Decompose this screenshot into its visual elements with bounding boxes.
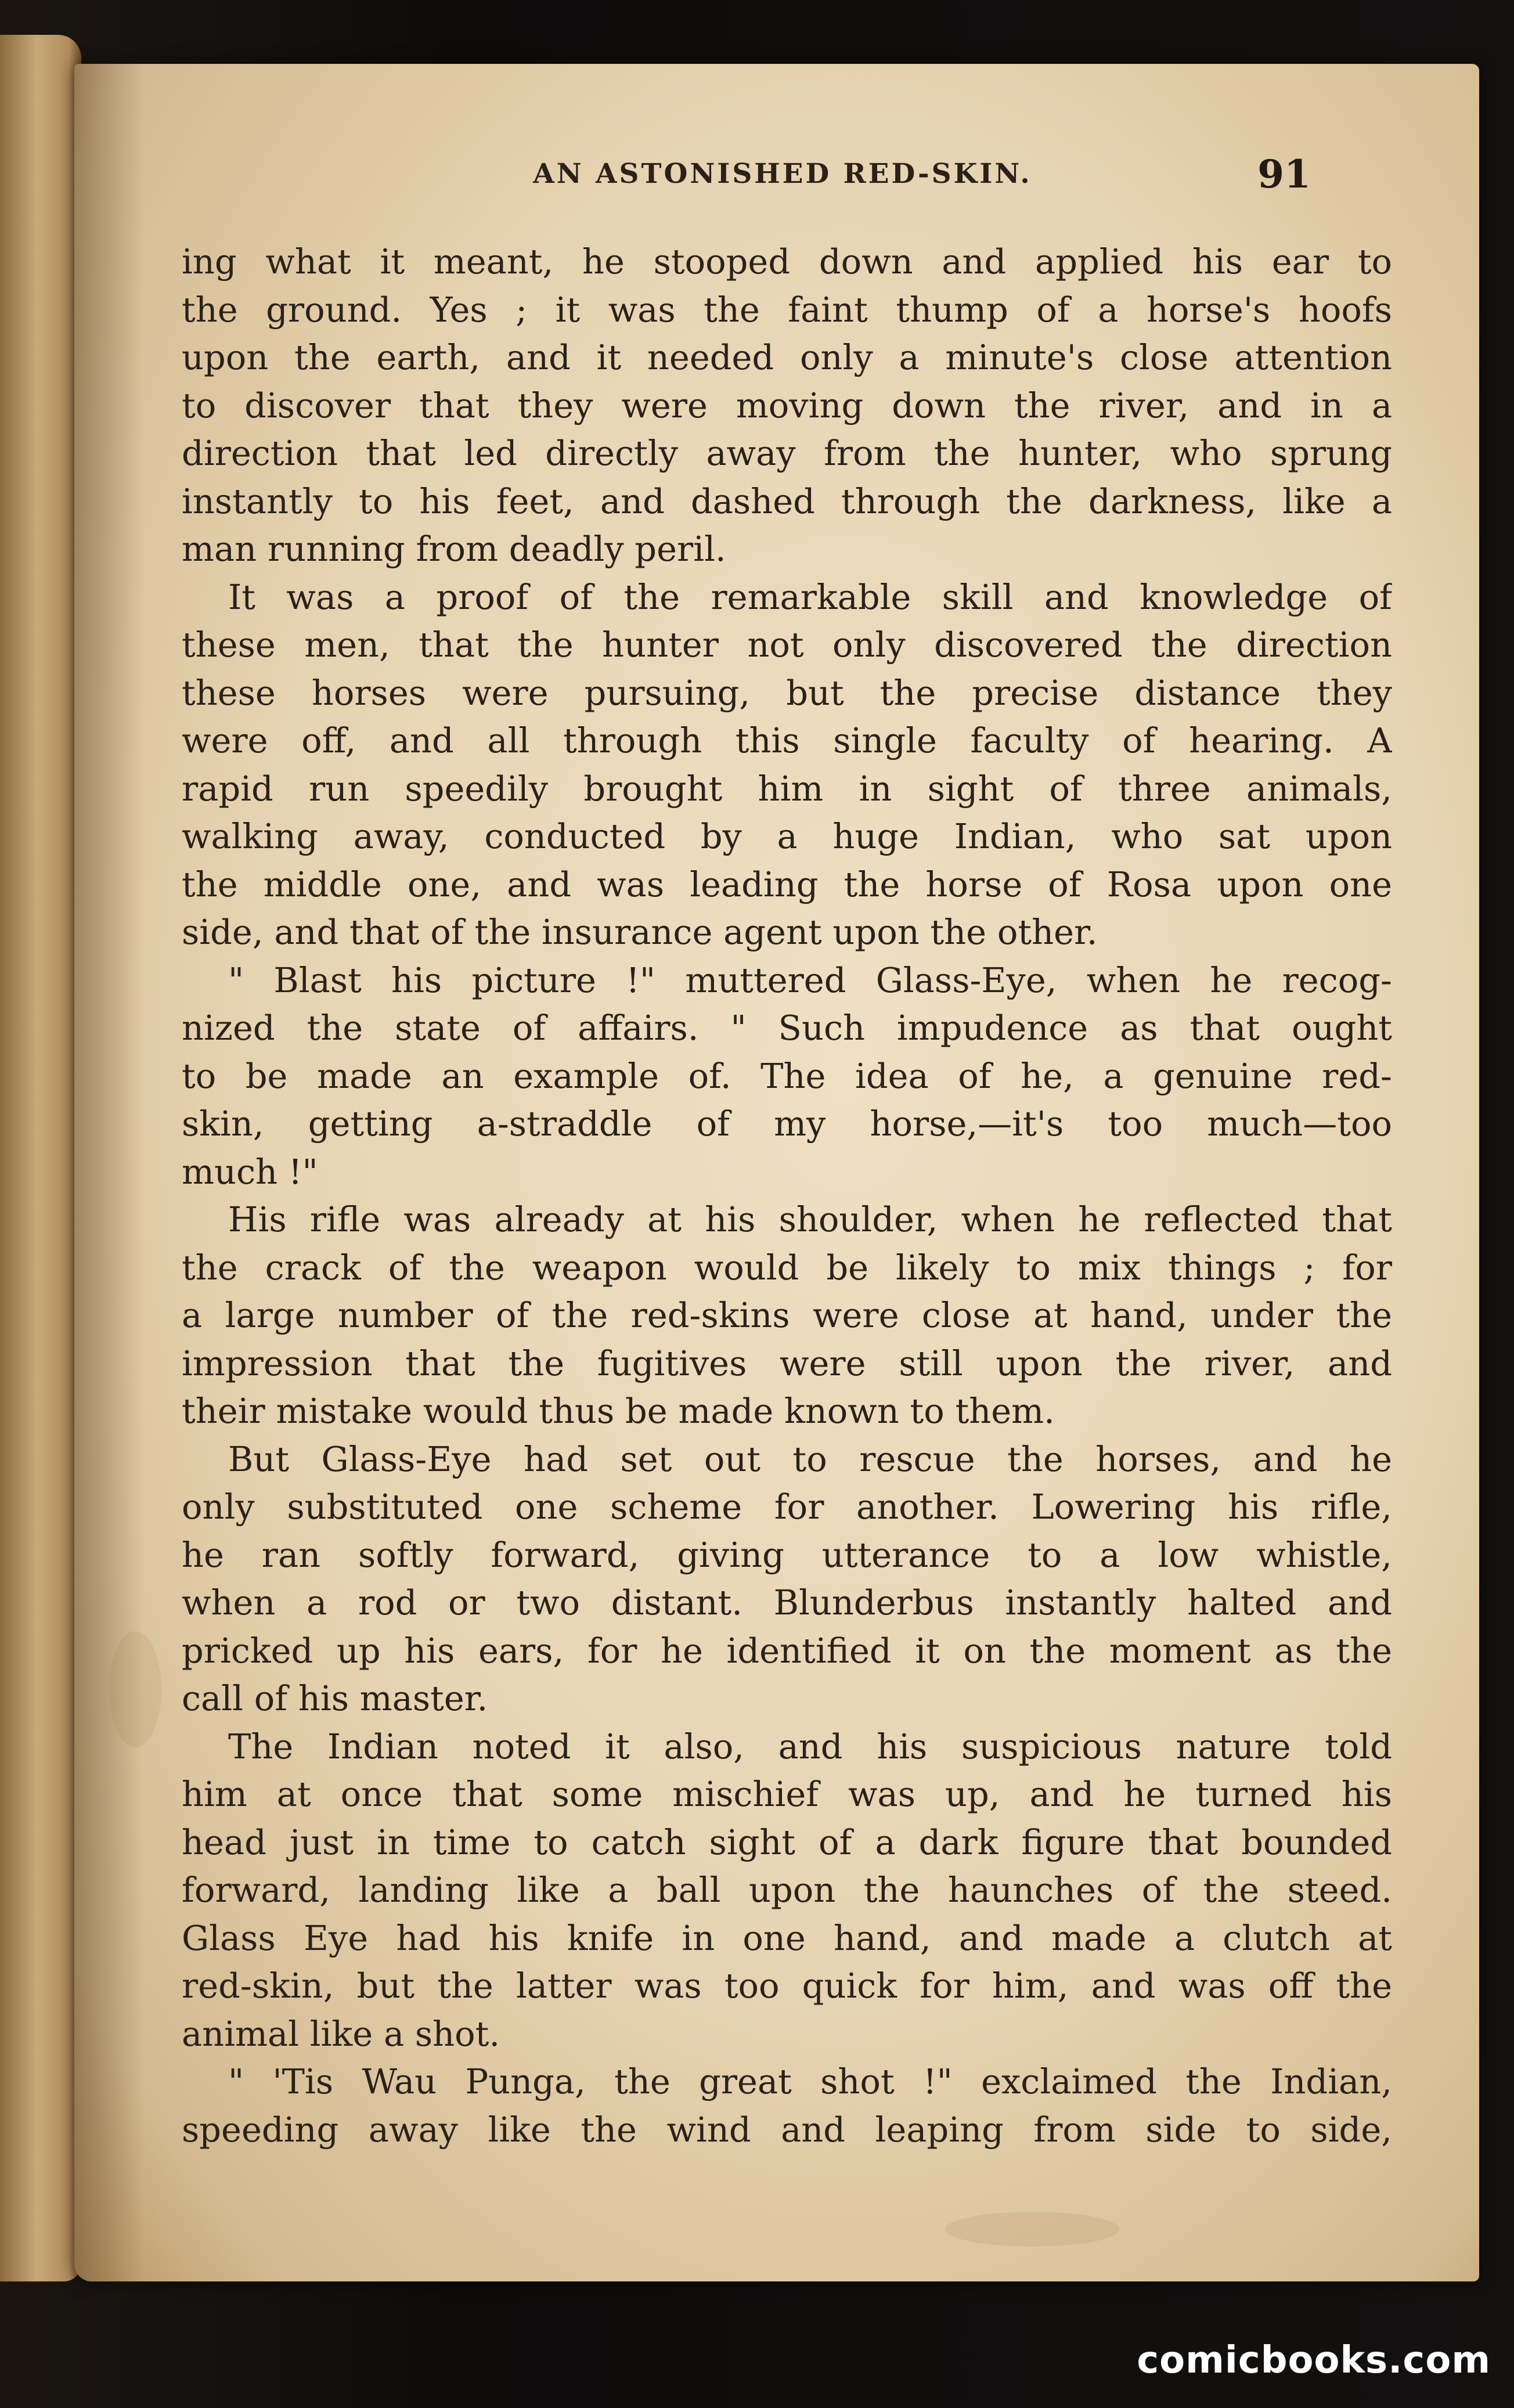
page-header bbox=[74, 151, 1479, 197]
text-line: The Indian noted it also, and his suspicious nature told bbox=[228, 1726, 1392, 1767]
text-line: red-skin, but the latter was too quick for him, and was off the bbox=[182, 1966, 1392, 2006]
text-line: a large number of the red-skins were close at hand, under the bbox=[182, 1295, 1392, 1335]
text-line: the middle one, and was leading the horse of Rosa upon one bbox=[182, 864, 1392, 904]
text-line: when a rod or two distant. Blunderbus instantly halted and bbox=[182, 1582, 1392, 1623]
text-line: Glass Eye had his knife in one hand, and made a clutch at bbox=[182, 1917, 1392, 1958]
text-line: these men, that the hunter not only discovered the direction bbox=[182, 625, 1392, 665]
page-stain bbox=[109, 1631, 161, 1747]
text-line: His rifle was already at his shoulder, when he reflected that bbox=[228, 1199, 1392, 1239]
text-line: rapid run speedily brought him in sight of three animals, bbox=[182, 768, 1392, 809]
text-line: man running from deadly peril. bbox=[182, 529, 726, 569]
text-line: skin, getting a-straddle of my horse,—it's too much—too bbox=[182, 1104, 1392, 1144]
text-line: animal like a shot. bbox=[182, 2013, 500, 2054]
text-line: instantly to his feet, and dashed through the darkness, like a bbox=[182, 481, 1392, 521]
text-line: their mistake would thus be made known to them. bbox=[182, 1391, 1055, 1431]
text-line: call of his master. bbox=[182, 1678, 488, 1718]
text-line: It was a proof of the remarkable skill and knowledge of bbox=[228, 576, 1392, 617]
text-line: were off, and all through this single faculty of hearing. A bbox=[182, 720, 1392, 760]
text-line: much !" bbox=[182, 1151, 318, 1192]
page-stain bbox=[945, 2212, 1119, 2247]
text-line: the ground. Yes ; it was the faint thump of a horse's hoofs bbox=[182, 289, 1392, 330]
text-line: But Glass-Eye had set out to rescue the horses, and he bbox=[228, 1439, 1392, 1479]
text-line: to discover that they were moving down the river, and in a bbox=[182, 385, 1392, 426]
text-line: " Blast his picture !" muttered Glass-Eye, when he recog- bbox=[228, 960, 1392, 1000]
text-line: the crack of the weapon would be likely to mix things ; for bbox=[182, 1247, 1392, 1288]
text-line: pricked up his ears, for he identified it on the moment as the bbox=[182, 1630, 1392, 1671]
text-line: only substituted one scheme for another. Lowering his rifle, bbox=[182, 1487, 1392, 1527]
text-line: head just in time to catch sight of a dark figure that bounded bbox=[182, 1822, 1392, 1862]
text-line: these horses were pursuing, but the precise distance they bbox=[182, 672, 1392, 713]
text-line: he ran softly forward, giving utterance to a low whistle, bbox=[182, 1534, 1392, 1575]
body-text bbox=[182, 238, 1392, 2154]
book-page bbox=[74, 64, 1479, 2281]
text-line: upon the earth, and it needed only a minute's close attention bbox=[182, 337, 1392, 377]
text-line: ing what it meant, he stooped down and applied his ear to bbox=[182, 241, 1392, 282]
text-line: forward, landing like a ball upon the haunches of the steed. bbox=[182, 1870, 1392, 1910]
facing-page-edge bbox=[0, 35, 81, 2281]
text-line: direction that led directly away from the hunter, who sprung bbox=[182, 433, 1392, 473]
text-line: side, and that of the insurance agent upon the other. bbox=[182, 912, 1098, 952]
text-line: " 'Tis Wau Punga, the great shot !" exclaimed the Indian, bbox=[228, 2061, 1392, 2101]
running-head: AN ASTONISHED RED-SKIN. bbox=[533, 158, 1032, 190]
text-line: walking away, conducted by a huge Indian, who sat upon bbox=[182, 816, 1392, 856]
spine-shadow bbox=[74, 64, 144, 2281]
text-line: speeding away like the wind and leaping from side to side, bbox=[182, 2109, 1392, 2150]
text-line: impression that the fugitives were still upon the river, and bbox=[182, 1343, 1392, 1383]
watermark: comicbooks.com bbox=[1137, 2339, 1491, 2382]
text-line: him at once that some mischief was up, and he turned his bbox=[182, 1774, 1392, 1814]
text-line: nized the state of affairs. " Such impudence as that ought bbox=[182, 1008, 1392, 1048]
text-line: to be made an example of. The idea of he, a genuine red- bbox=[182, 1055, 1392, 1096]
page-number: 91 bbox=[1257, 152, 1311, 197]
